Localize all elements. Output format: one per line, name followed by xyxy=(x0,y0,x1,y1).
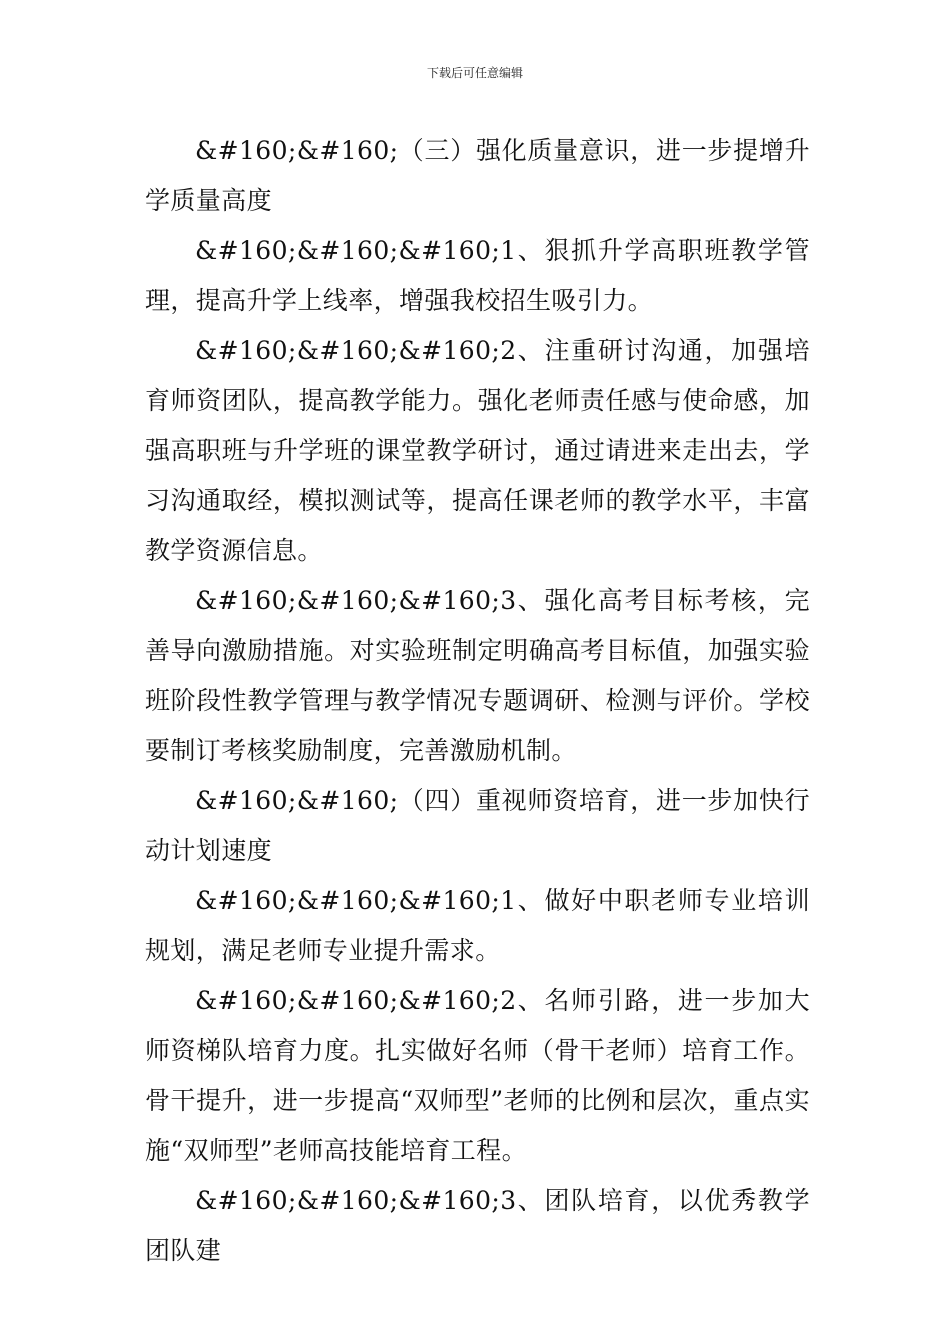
header-note: 下载后可任意编辑 xyxy=(426,66,523,80)
paragraph-section-four-heading: &#160;&#160;（四）重视师资培育，进一步加快行动计划速度 xyxy=(145,786,810,865)
paragraph-item-1: &#160;&#160;&#160;1、狠抓升学高职班教学管理，提高升学上线率，增强我校招生吸引力。 xyxy=(145,236,810,315)
paragraph-section-three-heading: &#160;&#160;（三）强化质量意识，进一步提增升学质量高度 xyxy=(145,136,810,215)
paragraph-item-4-2: &#160;&#160;&#160;2、名师引路，进一步加大师资梯队培育力度。扎实做好名师（骨干老师）培育工作。骨干提升，进一步提高“双师型”老师的比例和层次，重点实施“双师型”老师高技能培育工程。 xyxy=(145,986,810,1165)
paragraph-item-2: &#160;&#160;&#160;2、注重研讨沟通，加强培育师资团队，提高教学能力。强化老师责任感与使命感，加强高职班与升学班的课堂教学研讨，通过请进来走出去，学习沟通取经，模拟测试等，提高任课老师的教学水平，丰富教学资源信息。 xyxy=(145,336,810,565)
document-body xyxy=(145,126,810,1276)
paragraph-item-4-1: &#160;&#160;&#160;1、做好中职老师专业培训规划，满足老师专业提升需求。 xyxy=(145,886,810,965)
paragraph-item-3: &#160;&#160;&#160;3、强化高考目标考核，完善导向激励措施。对实验班制定明确高考目标值，加强实验班阶段性教学管理与教学情况专题调研、检测与评价。学校要制订考核奖励制度，完善激励机制。 xyxy=(145,586,810,765)
paragraph-item-4-3: &#160;&#160;&#160;3、团队培育，以优秀教学团队建 xyxy=(145,1186,810,1265)
